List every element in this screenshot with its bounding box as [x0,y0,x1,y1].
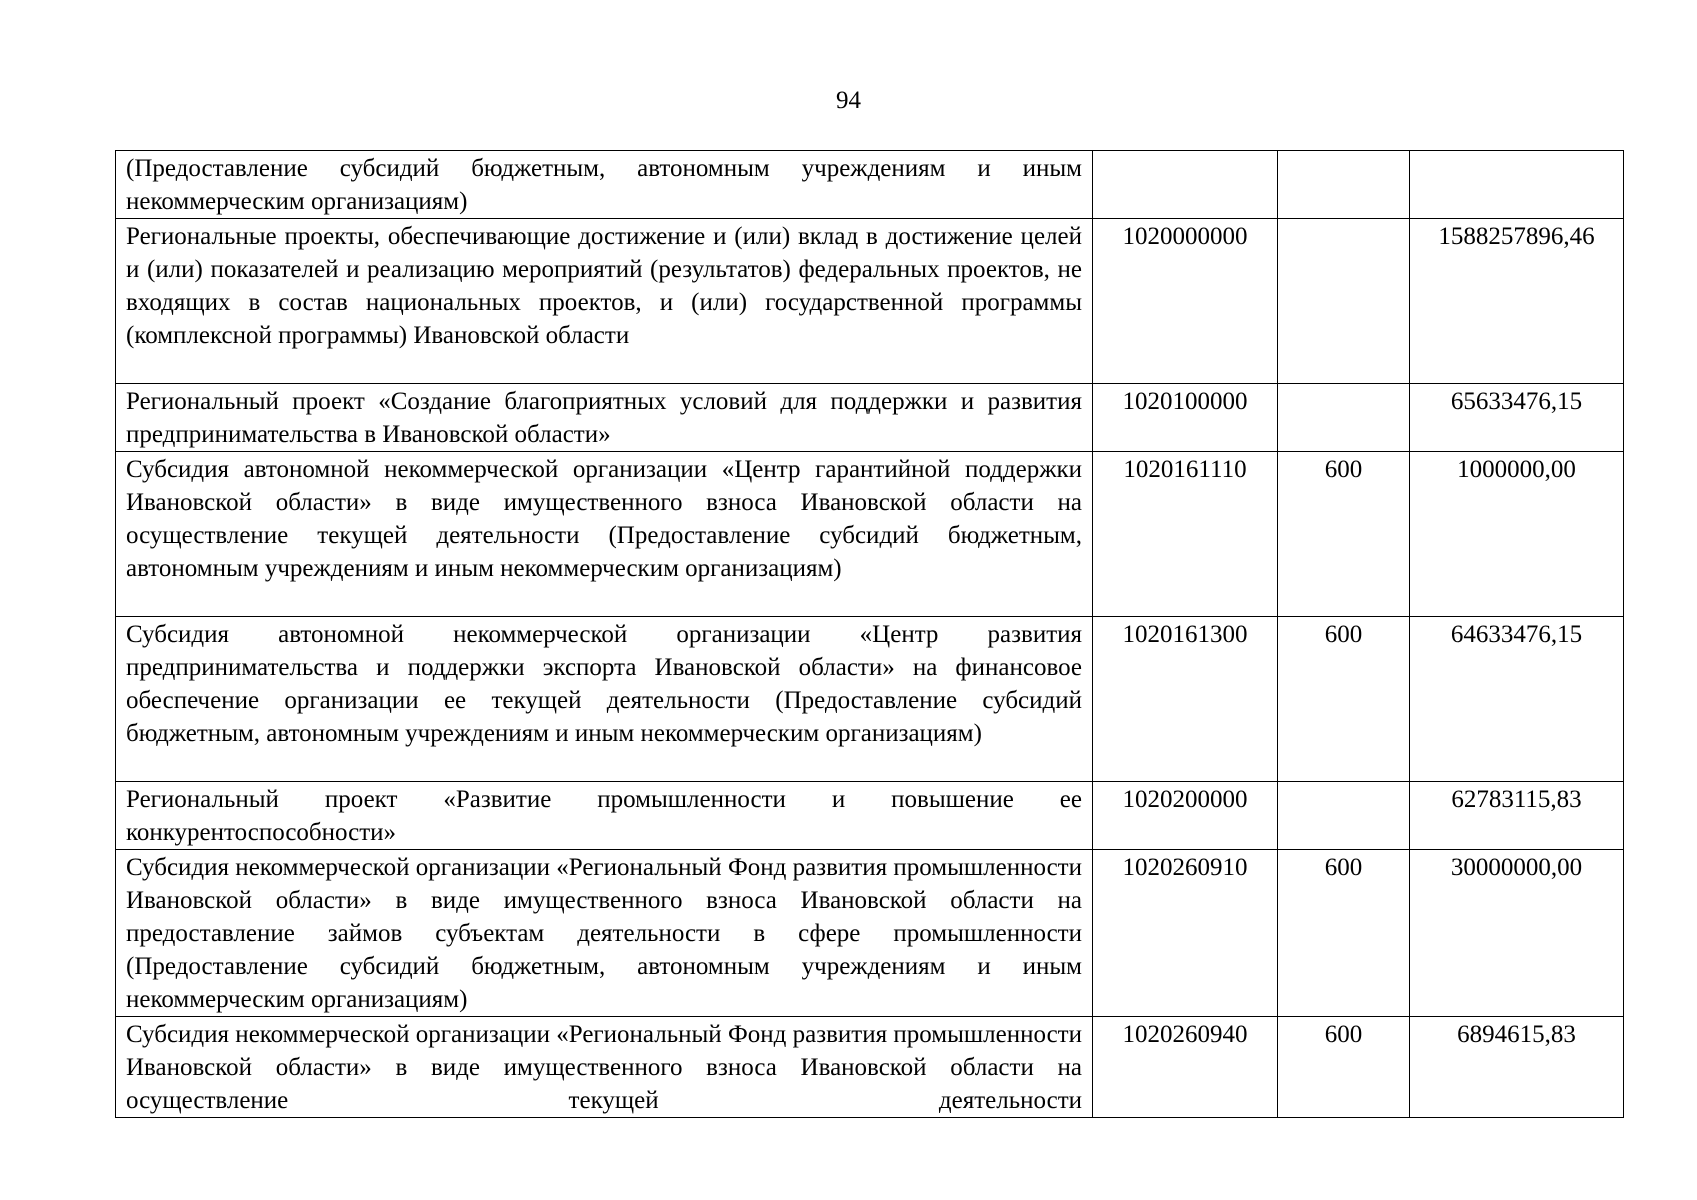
row-code-cell: 1020100000 [1093,384,1278,452]
table-row [116,782,1624,850]
row-code-cell: 1020000000 [1093,219,1278,384]
row-type-cell [1278,782,1410,850]
row-amount-cell [1410,151,1624,219]
row-name-cell: Субсидия автономной некоммерческой организации «Центр гарантийной поддержки Ивановской области» в виде имущественного взноса Ивановской области на осуществление текущей деятельности (Предоставление субсидий бюджетным, автономным учреждениям и иным некоммерческим организациям) [116,452,1093,617]
row-type-cell: 600 [1278,850,1410,1017]
row-amount-cell: 64633476,15 [1410,617,1624,782]
table-row [116,850,1624,1017]
table-row [116,151,1624,219]
table-row [116,452,1624,617]
row-amount-cell: 1000000,00 [1410,452,1624,617]
table-row [116,219,1624,384]
row-code-cell: 1020260910 [1093,850,1278,1017]
row-amount-cell: 1588257896,46 [1410,219,1624,384]
row-name-cell: Региональный проект «Развитие промышленности и повышение ее конкурентоспособности» [116,782,1093,850]
row-type-cell [1278,219,1410,384]
row-name-cell: Региональные проекты, обеспечивающие достижение и (или) вклад в достижение целей и (или) показателей и реализацию мероприятий (результатов) федеральных проектов, не входящих в состав национальных проектов, и (или) государственной программы (комплексной программы) Ивановской области [116,219,1093,384]
row-amount-cell: 6894615,83 [1410,1017,1624,1118]
row-name-cell: Субсидия автономной некоммерческой организации «Центр развития предпринимательства и поддержки экспорта Ивановской области» на финансовое обеспечение организации ее текущей деятельности (Предоставление субсидий бюджетным, автономным учреждениям и иным некоммерческим организациям) [116,617,1093,782]
row-code-cell: 1020260940 [1093,1017,1278,1118]
row-amount-cell: 30000000,00 [1410,850,1624,1017]
row-amount-cell: 65633476,15 [1410,384,1624,452]
row-code-cell: 1020200000 [1093,782,1278,850]
row-name-cell: Субсидия некоммерческой организации «Региональный Фонд развития промышленности Ивановской области» в виде имущественного взноса Ивановской области на предоставление займов субъектам деятельности в сфере промышленности (Предоставление субсидий бюджетным, автономным учреждениям и иным некоммерческим организациям) [116,850,1093,1017]
table-row [116,617,1624,782]
row-code-cell [1093,151,1278,219]
row-name-cell: (Предоставление субсидий бюджетным, автономным учреждениям и иным некоммерческим организациям) [116,151,1093,219]
row-code-cell: 1020161110 [1093,452,1278,617]
row-type-cell: 600 [1278,452,1410,617]
budget-table [115,150,1624,1118]
table-row [116,384,1624,452]
row-code-cell: 1020161300 [1093,617,1278,782]
table-row [116,1017,1624,1118]
row-amount-cell: 62783115,83 [1410,782,1624,850]
row-type-cell: 600 [1278,1017,1410,1118]
page-number: 94 [836,87,861,114]
row-name-cell: Региональный проект «Создание благоприятных условий для поддержки и развития предпринимательства в Ивановской области» [116,384,1093,452]
row-type-cell: 600 [1278,617,1410,782]
row-name-cell: Субсидия некоммерческой организации «Региональный Фонд развития промышленности Ивановской области» в виде имущественного взноса Ивановской области на осуществление текущей деятельности [116,1017,1093,1118]
row-type-cell [1278,151,1410,219]
row-type-cell [1278,384,1410,452]
